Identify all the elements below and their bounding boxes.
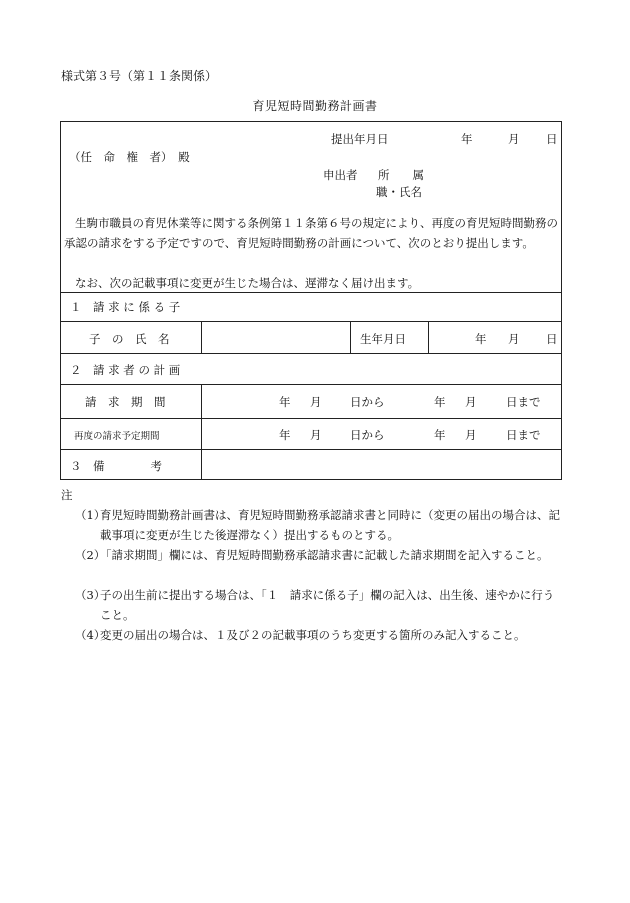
document-title: 育児短時間勤務計画書 xyxy=(252,99,378,113)
note-text: 「請求期間」欄には、育児短時間勤務承認請求書に記載した請求期間を記入すること。 xyxy=(100,548,549,562)
note-text: 子の出生前に提出する場合は、「１ 請求に係る子」欄の記入は、出生後、速やかに行うこと。 xyxy=(100,588,555,622)
period-to-month: 月 xyxy=(465,395,477,409)
next-from-month: 月 xyxy=(310,428,322,442)
department-label: 所 属 xyxy=(378,168,424,182)
next-from-day: 日から xyxy=(350,428,385,442)
period-from-month: 月 xyxy=(310,395,322,409)
intro-notice: なお、次の記載事項に変更が生じた場合は、遅滞なく届け出ます。 xyxy=(75,276,420,290)
month-label: 月 xyxy=(508,132,520,146)
birth-date-label: 生年月日 xyxy=(360,332,406,346)
note-item xyxy=(75,505,565,545)
period-to-year: 年 xyxy=(434,395,446,409)
section3-title: ３ 備 考 xyxy=(70,459,162,473)
note-number: （3） xyxy=(75,588,106,602)
next-to-month: 月 xyxy=(465,428,477,442)
note-text: 変更の届出の場合は、１及び２の記載事項のうち変更する箇所のみ記入すること。 xyxy=(100,628,526,642)
note-number: （1） xyxy=(75,508,106,522)
child-name-field[interactable] xyxy=(208,325,346,349)
birth-year-label: 年 xyxy=(475,332,487,346)
form-number-label: 様式第３号（第１１条関係） xyxy=(61,69,218,83)
plan-form xyxy=(60,121,562,480)
submission-date-label: 提出年月日 xyxy=(331,132,389,146)
period-from-year: 年 xyxy=(279,395,291,409)
period-from-day: 日から xyxy=(350,395,385,409)
next-from-year: 年 xyxy=(279,428,291,442)
intro-paragraph: 生駒市職員の育児休業等に関する条例第１１条第６号の規定により、再度の育児短時間勤務の承認の請求をする予定ですので、育児短時間勤務の計画について、次のとおり提出します。 xyxy=(64,216,558,250)
section2-title: ２ 請 求 者 の 計 画 xyxy=(70,363,181,377)
note-item xyxy=(75,625,565,645)
next-to-year: 年 xyxy=(434,428,446,442)
next-to-day: 日まで xyxy=(506,428,541,442)
applicant-label: 申出者 xyxy=(323,168,358,182)
note-text: 育児短時間勤務計画書は、育児短時間勤務承認請求書と同時に（変更の届出の場合は、記載事項に変更が生じた後遅滞なく）提出するものとする。 xyxy=(100,508,560,542)
day-label: 日 xyxy=(546,132,558,146)
year-label: 年 xyxy=(461,132,473,146)
position-name-label: 職・氏名 xyxy=(376,185,422,199)
next-request-period-label: 再度の請求予定期間 xyxy=(74,431,160,442)
note-number: （4） xyxy=(75,628,106,642)
request-period-label: 請 求 期 間 xyxy=(85,395,166,409)
child-name-label: 子 の 氏 名 xyxy=(89,332,170,346)
birth-month-label: 月 xyxy=(508,332,520,346)
remarks-field[interactable] xyxy=(208,453,556,476)
note-number: （2） xyxy=(75,548,106,562)
notes-heading: 注 xyxy=(61,488,73,502)
note-item xyxy=(75,545,565,565)
period-to-day: 日まで xyxy=(506,395,541,409)
addressee: （任 命 権 者） 殿 xyxy=(69,150,190,164)
birth-day-label: 日 xyxy=(546,332,558,346)
section1-title: １ 請 求 に 係 る 子 xyxy=(70,300,181,314)
note-item xyxy=(75,585,565,625)
